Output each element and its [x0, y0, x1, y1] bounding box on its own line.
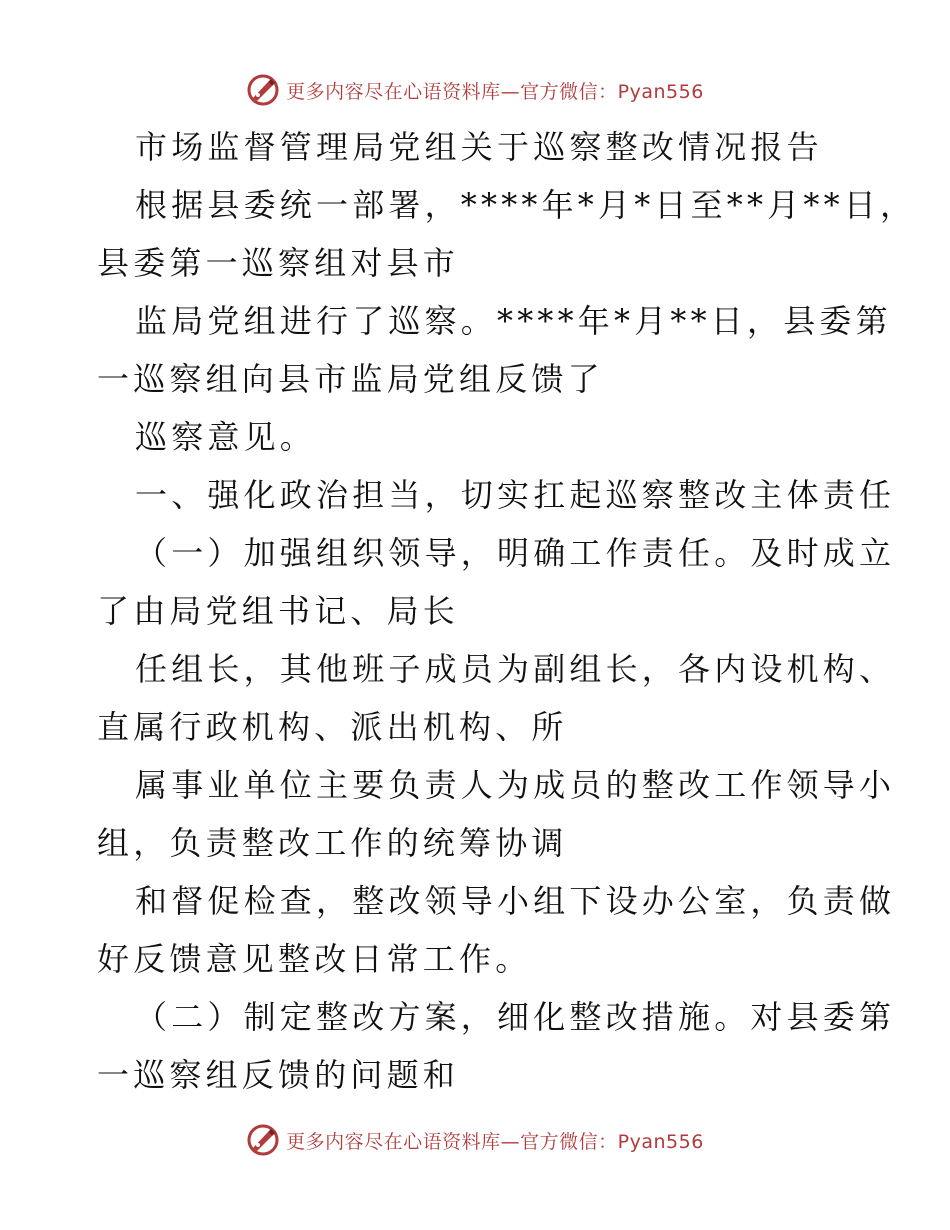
paragraph-line: 县委第一巡察组对县市	[97, 244, 460, 282]
paragraph-line: 了由局党组书记、局长	[97, 592, 460, 630]
paragraph-line: 直属行政机构、派出机构、所	[97, 708, 568, 746]
paragraph-line: 一巡察组反馈的问题和	[97, 1056, 460, 1094]
paragraph-line: 和督促检查，整改领导小组下设办公室，负责做	[135, 882, 896, 920]
section-heading: 一、强化政治担当，切实扛起巡察整改主体责任	[135, 476, 896, 514]
paragraph-line: 任组长，其他班子成员为副组长，各内设机构、	[135, 650, 896, 688]
paragraph-line: （二）制定整改方案，细化整改措施。对县委第	[135, 998, 896, 1036]
footer-banner-text: 更多内容尽在心语资料库—官方微信：Pyan556	[286, 1130, 704, 1153]
document-title: 市场监督管理局党组关于巡察整改情况报告	[135, 128, 823, 166]
paragraph-line: 一巡察组向县市监局党组反馈了	[97, 360, 604, 398]
paragraph-line: 好反馈意见整改日常工作。	[97, 940, 532, 978]
paragraph-line: 组，负责整改工作的统筹协调	[97, 824, 568, 862]
pen-logo-icon	[246, 1123, 280, 1157]
header-banner-text: 更多内容尽在心语资料库—官方微信：Pyan556	[286, 80, 704, 103]
paragraph-line: 巡察意见。	[135, 418, 317, 456]
paragraph-line: 监局党组进行了巡察。****年*月**日，县委第	[135, 302, 892, 340]
pen-logo-icon	[246, 73, 280, 107]
paragraph-line: 根据县委统一部署，****年*月*日至**月**日，	[135, 186, 917, 224]
footer-banner	[0, 1122, 950, 1158]
header-banner	[0, 72, 950, 108]
paragraph-line: 属事业单位主要负责人为成员的整改工作领导小	[135, 766, 896, 804]
paragraph-line: （一）加强组织领导，明确工作责任。及时成立	[135, 534, 896, 572]
